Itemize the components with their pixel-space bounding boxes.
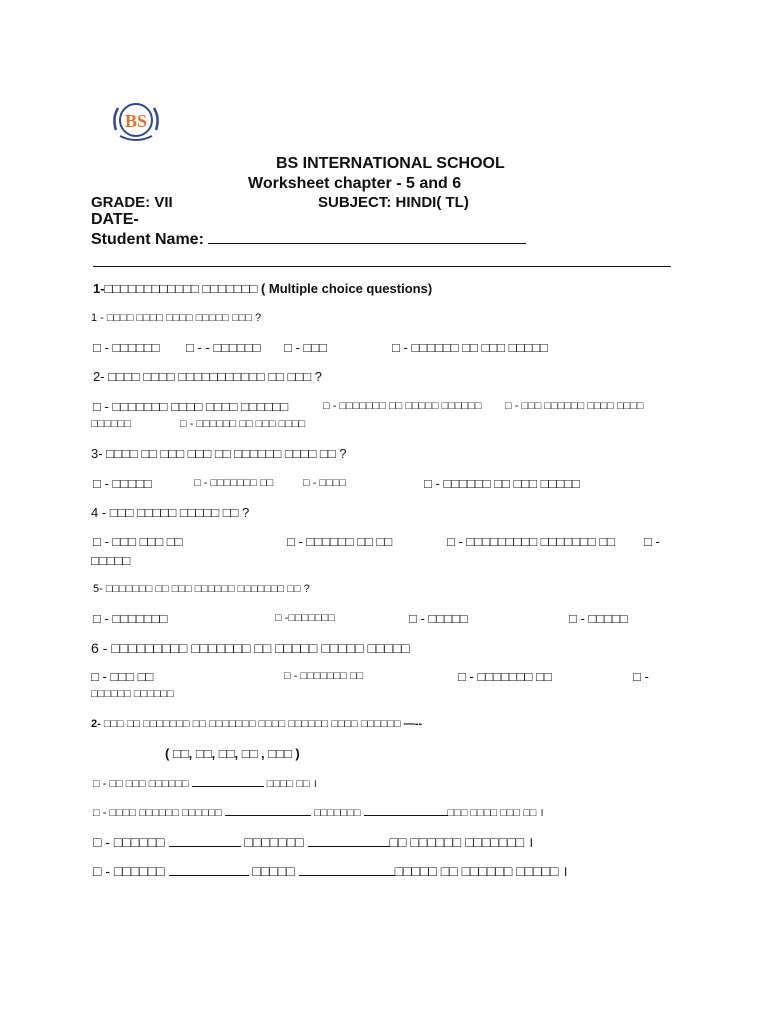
q6-opt-d-cont: □□□□□□ □□□□□□ bbox=[91, 688, 174, 700]
q3-opt-a: □ - □□□□□ bbox=[93, 476, 152, 491]
blank-1[interactable] bbox=[192, 786, 264, 787]
blank-2b[interactable] bbox=[364, 815, 448, 816]
q1: 1 - □□□□ □□□□ □□□□ □□□□□ □□□ ? bbox=[91, 312, 262, 324]
q4-opt-d: □ - bbox=[644, 534, 660, 549]
student-name-blank[interactable] bbox=[208, 243, 526, 244]
q6-opt-d: □ - bbox=[633, 669, 649, 684]
q2-opt-b: □ - □□□□□□□ □□ □□□□□ □□□□□□ bbox=[323, 400, 482, 412]
q3-opt-b: □ - □□□□□□□ □□ bbox=[194, 477, 274, 489]
q4-opt-a: □ - □□□ □□□ □□ bbox=[93, 534, 183, 549]
student-name-row bbox=[91, 231, 526, 249]
fill-item-1: □ - □□ □□□ □□□□□□ □□□□ □□ । bbox=[93, 778, 317, 790]
q6-opt-c: □ - □□□□□□□ □□ bbox=[458, 669, 552, 684]
q6-opt-a: □ - □□□ □□ bbox=[91, 669, 154, 684]
q5-opt-b: □ -□□□□□□□ bbox=[275, 612, 335, 624]
header-divider bbox=[93, 266, 671, 267]
blank-4a[interactable] bbox=[169, 875, 249, 876]
q1-opt-a: □ - □□□□□□ bbox=[93, 340, 160, 355]
blank-3b[interactable] bbox=[308, 846, 390, 847]
q3-opt-c: □ - □□□□ bbox=[303, 477, 346, 489]
fill-item-3: □ - □□□□□□ □□□□□□□ □□ □□□□□□ □□□□□□□ । bbox=[93, 834, 534, 850]
fill-item-2: □ - □□□□ □□□□□□ □□□□□□ □□□□□□□ □□□ □□□□ □□□ □□ । bbox=[93, 807, 544, 819]
q2-opt-d: □ - □□□□□□ □□ □□□ □□□□ bbox=[180, 418, 306, 430]
q1-opt-c: □ - □□□ bbox=[284, 340, 327, 355]
q2-opt-c: □ - □□□ □□□□□□ □□□□ □□□□ bbox=[505, 400, 644, 412]
date-label: DATE- bbox=[91, 211, 139, 228]
q2: 2- □□□□ □□□□ □□□□□□□□□□□ □□ □□□ ? bbox=[93, 369, 322, 384]
section1-title: 1-□□□□□□□□□□□□ □□□□□□□ ( Multiple choice questions) bbox=[93, 281, 433, 296]
logo-letters: BS bbox=[124, 111, 148, 131]
q3-opt-d: □ - □□□□□□ □□ □□□ □□□□□ bbox=[424, 476, 580, 491]
q6-opt-b: □ - □□□□□□□ □□ bbox=[284, 670, 364, 682]
q2-opt-c-cont: □□□□□□ bbox=[91, 418, 131, 430]
word-bank: ( □□, □□, □□, □□ , □□□ ) bbox=[165, 746, 300, 761]
q5-opt-a: □ - □□□□□□□ bbox=[93, 611, 168, 626]
section2-title: 2- □□□ □□ □□□□□□□ □□ □□□□□□□ □□□□ □□□□□□ □□□□ □□□□□□ —-- bbox=[91, 718, 423, 730]
q1-opt-d: □ - □□□□□□ □□ □□□ □□□□□ bbox=[392, 340, 548, 355]
blank-3a[interactable] bbox=[169, 846, 241, 847]
q2-opt-a: □ - □□□□□□□ □□□□ □□□□ □□□□□□ bbox=[93, 399, 289, 414]
q4-opt-b: □ - □□□□□□ □□ □□ bbox=[287, 534, 393, 549]
q3: 3- □□□□ □□ □□□ □□□ □□ □□□□□□ □□□□ □□ ? bbox=[91, 446, 347, 461]
q5-opt-c: □ - □□□□□ bbox=[409, 611, 468, 626]
subject-label: SUBJECT: HINDI( TL) bbox=[318, 194, 469, 211]
worksheet-title: Worksheet chapter - 5 and 6 bbox=[248, 175, 462, 192]
blank-4b[interactable] bbox=[299, 875, 395, 876]
q4-opt-d-cont: □□□□□ bbox=[91, 553, 131, 568]
q5-opt-d: □ - □□□□□ bbox=[569, 611, 628, 626]
q1-opt-b: □ - - □□□□□□ bbox=[186, 340, 261, 355]
blank-2a[interactable] bbox=[225, 815, 311, 816]
fill-item-4: □ - □□□□□□ □□□□□ □□□□□ □□ □□□□□□ □□□□□ । bbox=[93, 863, 568, 879]
school-name: BS INTERNATIONAL SCHOOL bbox=[276, 155, 505, 172]
q4-opt-c: □ - □□□□□□□□□ □□□□□□□ □□ bbox=[447, 534, 615, 549]
school-logo bbox=[110, 100, 162, 142]
student-name-label: Student Name: bbox=[91, 231, 204, 248]
grade-label: GRADE: VII bbox=[91, 194, 173, 211]
q6: 6 - □□□□□□□□□ □□□□□□□ □□ □□□□□ □□□□□ □□□□□ bbox=[91, 640, 410, 656]
q4: 4 - □□□ □□□□□ □□□□□ □□ ? bbox=[91, 505, 250, 520]
q5: 5- □□□□□□□ □□ □□□ □□□□□□ □□□□□□□ □□ ? bbox=[93, 583, 310, 595]
